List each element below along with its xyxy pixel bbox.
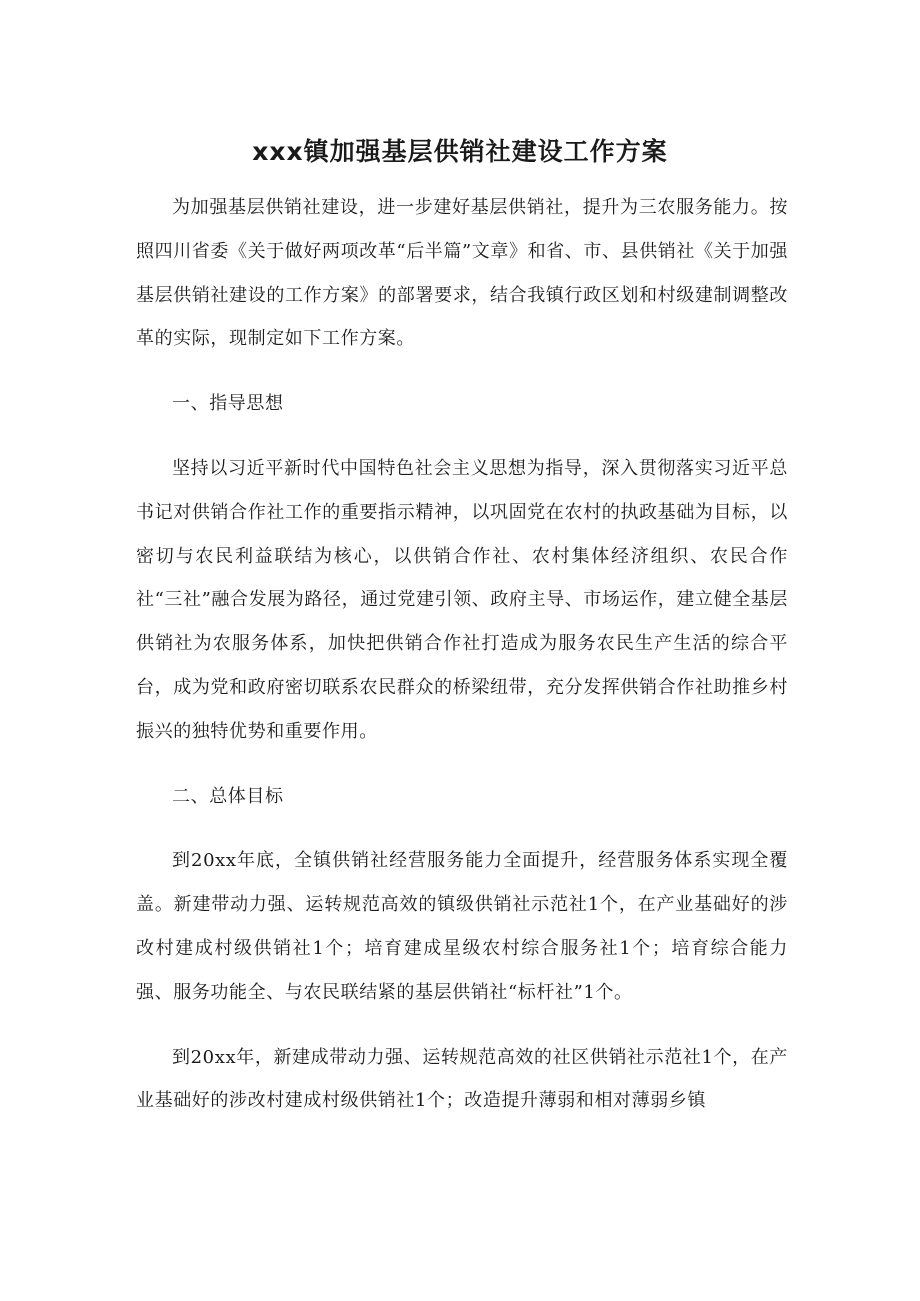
document-body <box>136 186 788 1123</box>
document-title: xxx镇加强基层供销社建设工作方案 <box>252 137 668 166</box>
guiding-ideology-paragraph: 坚持以习近平新时代中国特色社会主义思想为指导，深入贯彻落实习近平总书记对供销合作社工作的重要指示精神，以巩固党在农村的执政基础为目标，以密切与农民利益联结为核心，以供销合作社、农村集体经济组织、农民合作社“三社”融合发展为路径，通过党建引领、政府主导、市场运作，建立健全基层供销社为农服务体系，加快把供销合作社打造成为服务农民生产生活的综合平台，成为党和政府密切联系农民群众的桥梁纽带，充分发挥供销合作社助推乡村振兴的独特优势和重要作用。 <box>136 457 789 742</box>
section-heading-overall-goals: 二、总体目标 <box>172 785 284 807</box>
intro-paragraph: 为加强基层供销社建设，进一步建好基层供销社，提升为三农服务能力。按照四川省委《关于做好两项改革“后半篇”文章》和省、市、县供销社《关于加强基层供销社建设的工作方案》的部署要求，结合我镇行政区划和村级建制调整改革的实际，现制定如下工作方案。 <box>136 197 789 350</box>
overall-goals-paragraph-2: 到20xx年，新建成带动力强、运转规范高效的社区供销社示范社1个，在产业基础好的涉改村建成村级供销社1个；改造提升薄弱和相对薄弱乡镇 <box>136 1046 788 1112</box>
section-heading-guiding-ideology: 一、指导思想 <box>172 393 284 415</box>
overall-goals-paragraph-1: 到20xx年底，全镇供销社经营服务能力全面提升，经营服务体系实现全覆盖。新建带动力强、运转规范高效的镇级供销社示范社1个，在产业基础好的涉改村建成村级供销社1个；培育建成星级农村综合服务社1个；培育综合能力强、服务功能全、与农民联结紧的基层供销社“标杆社”1个。 <box>136 850 788 1003</box>
